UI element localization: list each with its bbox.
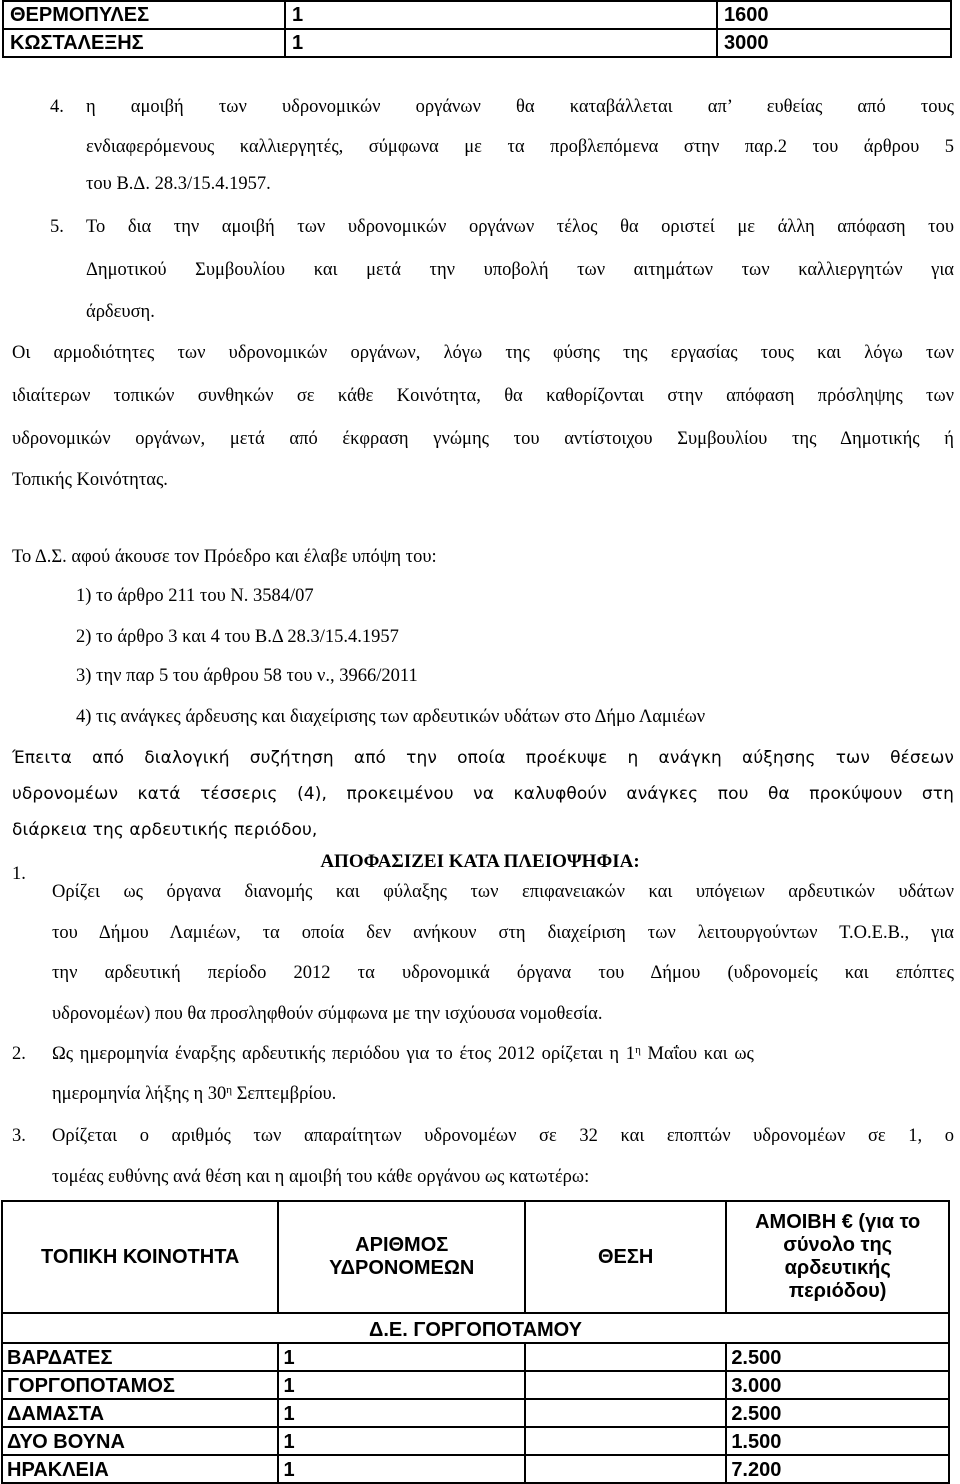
- place-cell: ΚΩΣΤΑΛΕΞΗΣ: [3, 29, 285, 57]
- d3-line2: τομέας ευθύνης ανά θέση και η αμοιβή του κάθε οργάνου ως κατωτέρω:: [52, 1167, 590, 1187]
- discussion-line3: διάρκεια της αρδευτικής περιόδου,: [12, 820, 318, 840]
- council-intro: Το Δ.Σ. αφού άκουσε τον Πρόεδρο και έλαβε υπόψη του:: [12, 547, 437, 567]
- council-ref: 3) την παρ 5 του άρθρου 58 του ν., 3966/2011: [76, 666, 418, 686]
- section-row: [2, 1313, 949, 1343]
- d2-sup2: η: [226, 1084, 233, 1096]
- position-cell: [525, 1371, 726, 1399]
- position-cell: [525, 1455, 726, 1483]
- d3-line1: Ορίζεται ο αριθμός των απαραίτητων υδρονομέων σε 32 και εποπτών υδρονομέων σε 1, ο: [52, 1126, 954, 1146]
- position-cell: [525, 1427, 726, 1455]
- table-row: [3, 1, 951, 29]
- item5-line2: Δημοτικού Συμβουλίου και μετά την υποβολή των αιτημάτων των καλλιεργητών για: [86, 260, 954, 280]
- d2-line2-tail: Σεπτεμβρίου.: [232, 1084, 337, 1104]
- item4-line1: η αμοιβή των υδρονομικών οργάνων θα καταβάλλεται απ’ ευθείας από τους: [86, 97, 954, 117]
- count-cell: 1: [285, 29, 717, 57]
- resp-line2: ιδιαίτερων τοπικών συνθηκών σε κάθε Κοινότητα, θα καθορίζονται στην απόφαση πρόσληψης των: [12, 386, 954, 406]
- top-table: [2, 0, 952, 58]
- amount-cell: 1600: [717, 1, 951, 29]
- count-cell: 1: [278, 1455, 525, 1483]
- count-cell: 1: [285, 1, 717, 29]
- council-ref: 2) το άρθρο 3 και 4 του Β.Δ 28.3/15.4.1957: [76, 627, 399, 647]
- discussion-line2: υδρονομέων κατά τέσσερις (4), προκειμένου να καλυφθούν ανάγκες που θα προκύψουν στη: [12, 784, 954, 804]
- count-cell: 1: [278, 1399, 525, 1427]
- place-cell: ΘΕΡΜΟΠΥΛΕΣ: [3, 1, 285, 29]
- fee-table: [1, 1200, 950, 1484]
- table-row: [3, 29, 951, 57]
- count-cell: 1: [278, 1343, 525, 1371]
- fee-cell: 2.500: [726, 1399, 949, 1427]
- community-cell: ΔΑΜΑΣΤΑ: [2, 1399, 278, 1427]
- item5-number: 5.: [50, 217, 64, 237]
- table-row: [2, 1427, 949, 1455]
- d1-line3: την αρδευτική περίοδο 2012 τα υδρονομικά όργανα του Δήμου (υδρονομείς και επόπτες: [52, 963, 954, 983]
- community-cell: ΓΟΡΓΟΠΟΤΑΜΟΣ: [2, 1371, 278, 1399]
- d2-line2-text: ημερομηνία λήξης η 30: [52, 1084, 227, 1104]
- item5-line3: άρδευση.: [86, 302, 155, 322]
- d3-number: 3.: [12, 1126, 26, 1146]
- d2-sup1: η: [635, 1044, 641, 1056]
- item5-line1: Το δια την αμοιβή των υδρονομικών οργάνων τέλος θα οριστεί με άλλη απόφαση του: [86, 217, 954, 237]
- d2-line1-text: Ως ημερομηνία έναρξης αρδευτικής περιόδου για το έτος 2012 ορίζεται η 1: [52, 1044, 636, 1064]
- council-ref: 1) το άρθρο 211 του Ν. 3584/07: [76, 586, 314, 606]
- table-row: [2, 1455, 949, 1483]
- decision-heading: ΑΠΟΦΑΣΙΖΕΙ ΚΑΤΑ ΠΛΕΙΟΨΗΦΙΑ:: [320, 851, 640, 872]
- d1-line4: υδρονομέων) που θα προσληφθούν σύμφωνα με την ισχύουσα νομοθεσία.: [52, 1004, 603, 1024]
- fee-cell: 1.500: [726, 1427, 949, 1455]
- d2-line2: [52, 1074, 336, 1114]
- table-row: [2, 1343, 949, 1371]
- item4-line3: του Β.Δ. 28.3/15.4.1957.: [86, 174, 271, 194]
- section-label: Δ.Ε. ΓΟΡΓΟΠΟΤΑΜΟΥ: [2, 1313, 949, 1343]
- resp-line4: Τοπικής Κοινότητας.: [12, 470, 168, 490]
- item4-number: 4.: [50, 97, 64, 117]
- resp-line1: Οι αρμοδιότητες των υδρονομικών οργάνων, λόγω της φύσης της εργασίας τους και λόγω των: [12, 343, 954, 363]
- header-community: ΤΟΠΙΚΗ ΚΟΙΝΟΤΗΤΑ: [2, 1201, 278, 1313]
- count-cell: 1: [278, 1371, 525, 1399]
- table-row: [2, 1399, 949, 1427]
- amount-cell: 3000: [717, 29, 951, 57]
- council-ref: 4) τις ανάγκες άρδευσης και διαχείρισης των αρδευτικών υδάτων στο Δήμο Λαμιέων: [76, 707, 706, 727]
- d2-number: 2.: [12, 1044, 26, 1064]
- community-cell: ΗΡΑΚΛΕΙΑ: [2, 1455, 278, 1483]
- header-fee: ΑΜΟΙΒΗ € (για το σύνολο της αρδευτικής περιόδου): [726, 1201, 949, 1313]
- fee-cell: 2.500: [726, 1343, 949, 1371]
- table-header-row: [2, 1201, 949, 1313]
- community-cell: ΔΥΟ ΒΟΥΝΑ: [2, 1427, 278, 1455]
- resp-line3: υδρονομικών οργάνων, μετά από έκφραση γνώμης του αντίστοιχου Συμβουλίου της Δημοτικής ή: [12, 429, 954, 449]
- table-row: [2, 1371, 949, 1399]
- d1-line2: του Δήμου Λαμιέων, τα οποία δεν ανήκουν στη διαχείριση των λειτουργούντων Τ.Ο.Ε.Β., για: [52, 923, 954, 943]
- count-cell: 1: [278, 1427, 525, 1455]
- fee-cell: 3.000: [726, 1371, 949, 1399]
- discussion-line1: Έπειτα από διαλογική συζήτηση από την οποία προέκυψε η ανάγκη αύξησης των θέσεων: [12, 748, 954, 768]
- d2-line1: [52, 1034, 954, 1074]
- fee-cell: 7.200: [726, 1455, 949, 1483]
- community-cell: ΒΑΡΔΑΤΕΣ: [2, 1343, 278, 1371]
- header-count: ΑΡΙΘΜΟΣ ΥΔΡΟΝΟΜΕΩΝ: [278, 1201, 525, 1313]
- item4-line2: ενδιαφερόμενους καλλιεργητές, σύμφωνα με τα προβλεπόμενα στην παρ.2 του άρθρου 5: [86, 137, 954, 157]
- d1-number: 1.: [12, 864, 26, 884]
- header-position: ΘΕΣΗ: [525, 1201, 726, 1313]
- position-cell: [525, 1343, 726, 1371]
- d2-line1-tail: Μαΐου και ως: [640, 1044, 754, 1064]
- d1-line1: Ορίζει ως όργανα διανομής και φύλαξης των επιφανειακών και υπόγειων αρδευτικών υδάτων: [52, 882, 954, 902]
- position-cell: [525, 1399, 726, 1427]
